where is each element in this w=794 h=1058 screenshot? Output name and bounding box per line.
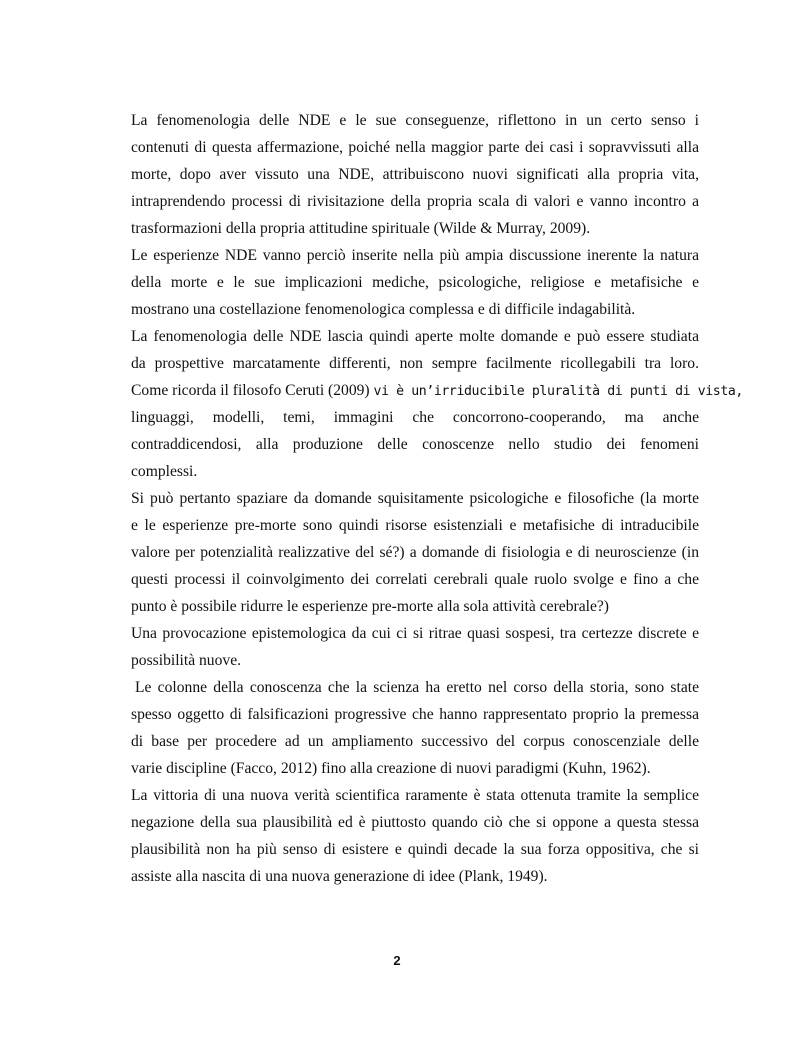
text-line: contraddicendosi, alla produzione delle conoscenze nello studio dei fenomeni [131,436,699,453]
text-line: negazione della sua plausibilità ed è piuttosto quando ciò che si oppone a questa stessa [131,814,699,831]
text-line: questi processi il coinvolgimento dei correlati cerebrali quale ruolo svolge e fino a che [131,571,699,588]
paragraph-6 [131,674,699,782]
text-line: valore per potenzialità realizzative del sé?) a domande di fisiologia e di neuroscienze (in [131,544,699,561]
page-number: 2 [393,953,401,968]
paragraph-5 [131,620,699,674]
text-line: La fenomenologia delle NDE lascia quindi aperte molte domande e può essere studiata [131,328,699,345]
text-line: Le colonne della conoscenza che la scienza ha eretto nel corso della storia, sono state [135,679,699,696]
text-line: e le esperienze pre-morte sono quindi risorse esistenziali e metafisiche di intraducibile [131,517,699,534]
text-line: varie discipline (Facco, 2012) fino alla creazione di nuovi paradigmi (Kuhn, 1962). [131,760,651,777]
text-line: Le esperienze NDE vanno perciò inserite nella più ampia discussione inerente la natura [131,247,699,264]
text-line-with-quote [131,377,743,404]
paragraph-1 [131,107,699,242]
paragraph-4 [131,485,699,620]
text-line: intraprendendo processi di rivisitazione della propria scala di valori e vanno incontro a [131,193,699,210]
text-line: Si può pertanto spaziare da domande squisitamente psicologiche e filosofiche (la morte [131,490,699,507]
text-line: possibilità nuove. [131,652,242,669]
text-line: mostrano una costellazione fenomenologica complessa e di difficile indagabilità. [131,301,636,318]
text-line: punto è possibile ridurre le esperienze pre-morte alla sola attività cerebrale?) [131,598,609,615]
text-line: di base per procedere ad un ampliamento successivo del corpus conoscenziale delle [131,733,699,750]
document-body [131,107,743,890]
text-line: plausibilità non ha più senso di esistere e quindi decade la sua forza oppositiva, che si [131,841,699,858]
text-line: da prospettive marcatamente differenti, non sempre facilmente ricollegabili tra loro. [131,355,699,372]
text-line: trasformazioni della propria attitudine spirituale (Wilde & Murray, 2009). [131,220,591,237]
paragraph-3 [131,323,743,485]
text-line: La fenomenologia delle NDE e le sue conseguenze, riflettono in un certo senso i [131,112,699,129]
paragraph-7 [131,782,699,890]
line-text: Come ricorda il filosofo Ceruti (2009) [131,382,374,399]
quoted-text: vi è un’irriducibile pluralità di punti di vista, [373,384,743,399]
text-line: La vittoria di una nuova verità scientifica raramente è stata ottenuta tramite la semplice [131,787,699,804]
text-line: spesso oggetto di falsificazioni progressive che hanno rappresentato proprio la premessa [131,706,699,723]
text-line: morte, dopo aver vissuto una NDE, attribuiscono nuovi significati alla propria vita, [131,166,699,183]
paragraph-2 [131,242,699,323]
text-line: contenuti di questa affermazione, poiché nella maggior parte dei casi i sopravvissuti alla [131,139,699,156]
text-line: della morte e le sue implicazioni mediche, psicologiche, religiose e metafisiche e [131,274,699,291]
text-line: complessi. [131,463,198,480]
text-line: Una provocazione epistemologica da cui ci si ritrae quasi sospesi, tra certezze discrete e [131,625,699,642]
text-line: assiste alla nascita di una nuova generazione di idee (Plank, 1949). [131,868,548,885]
text-line: linguaggi, modelli, temi, immagini che concorrono-cooperando, ma anche [131,409,699,426]
